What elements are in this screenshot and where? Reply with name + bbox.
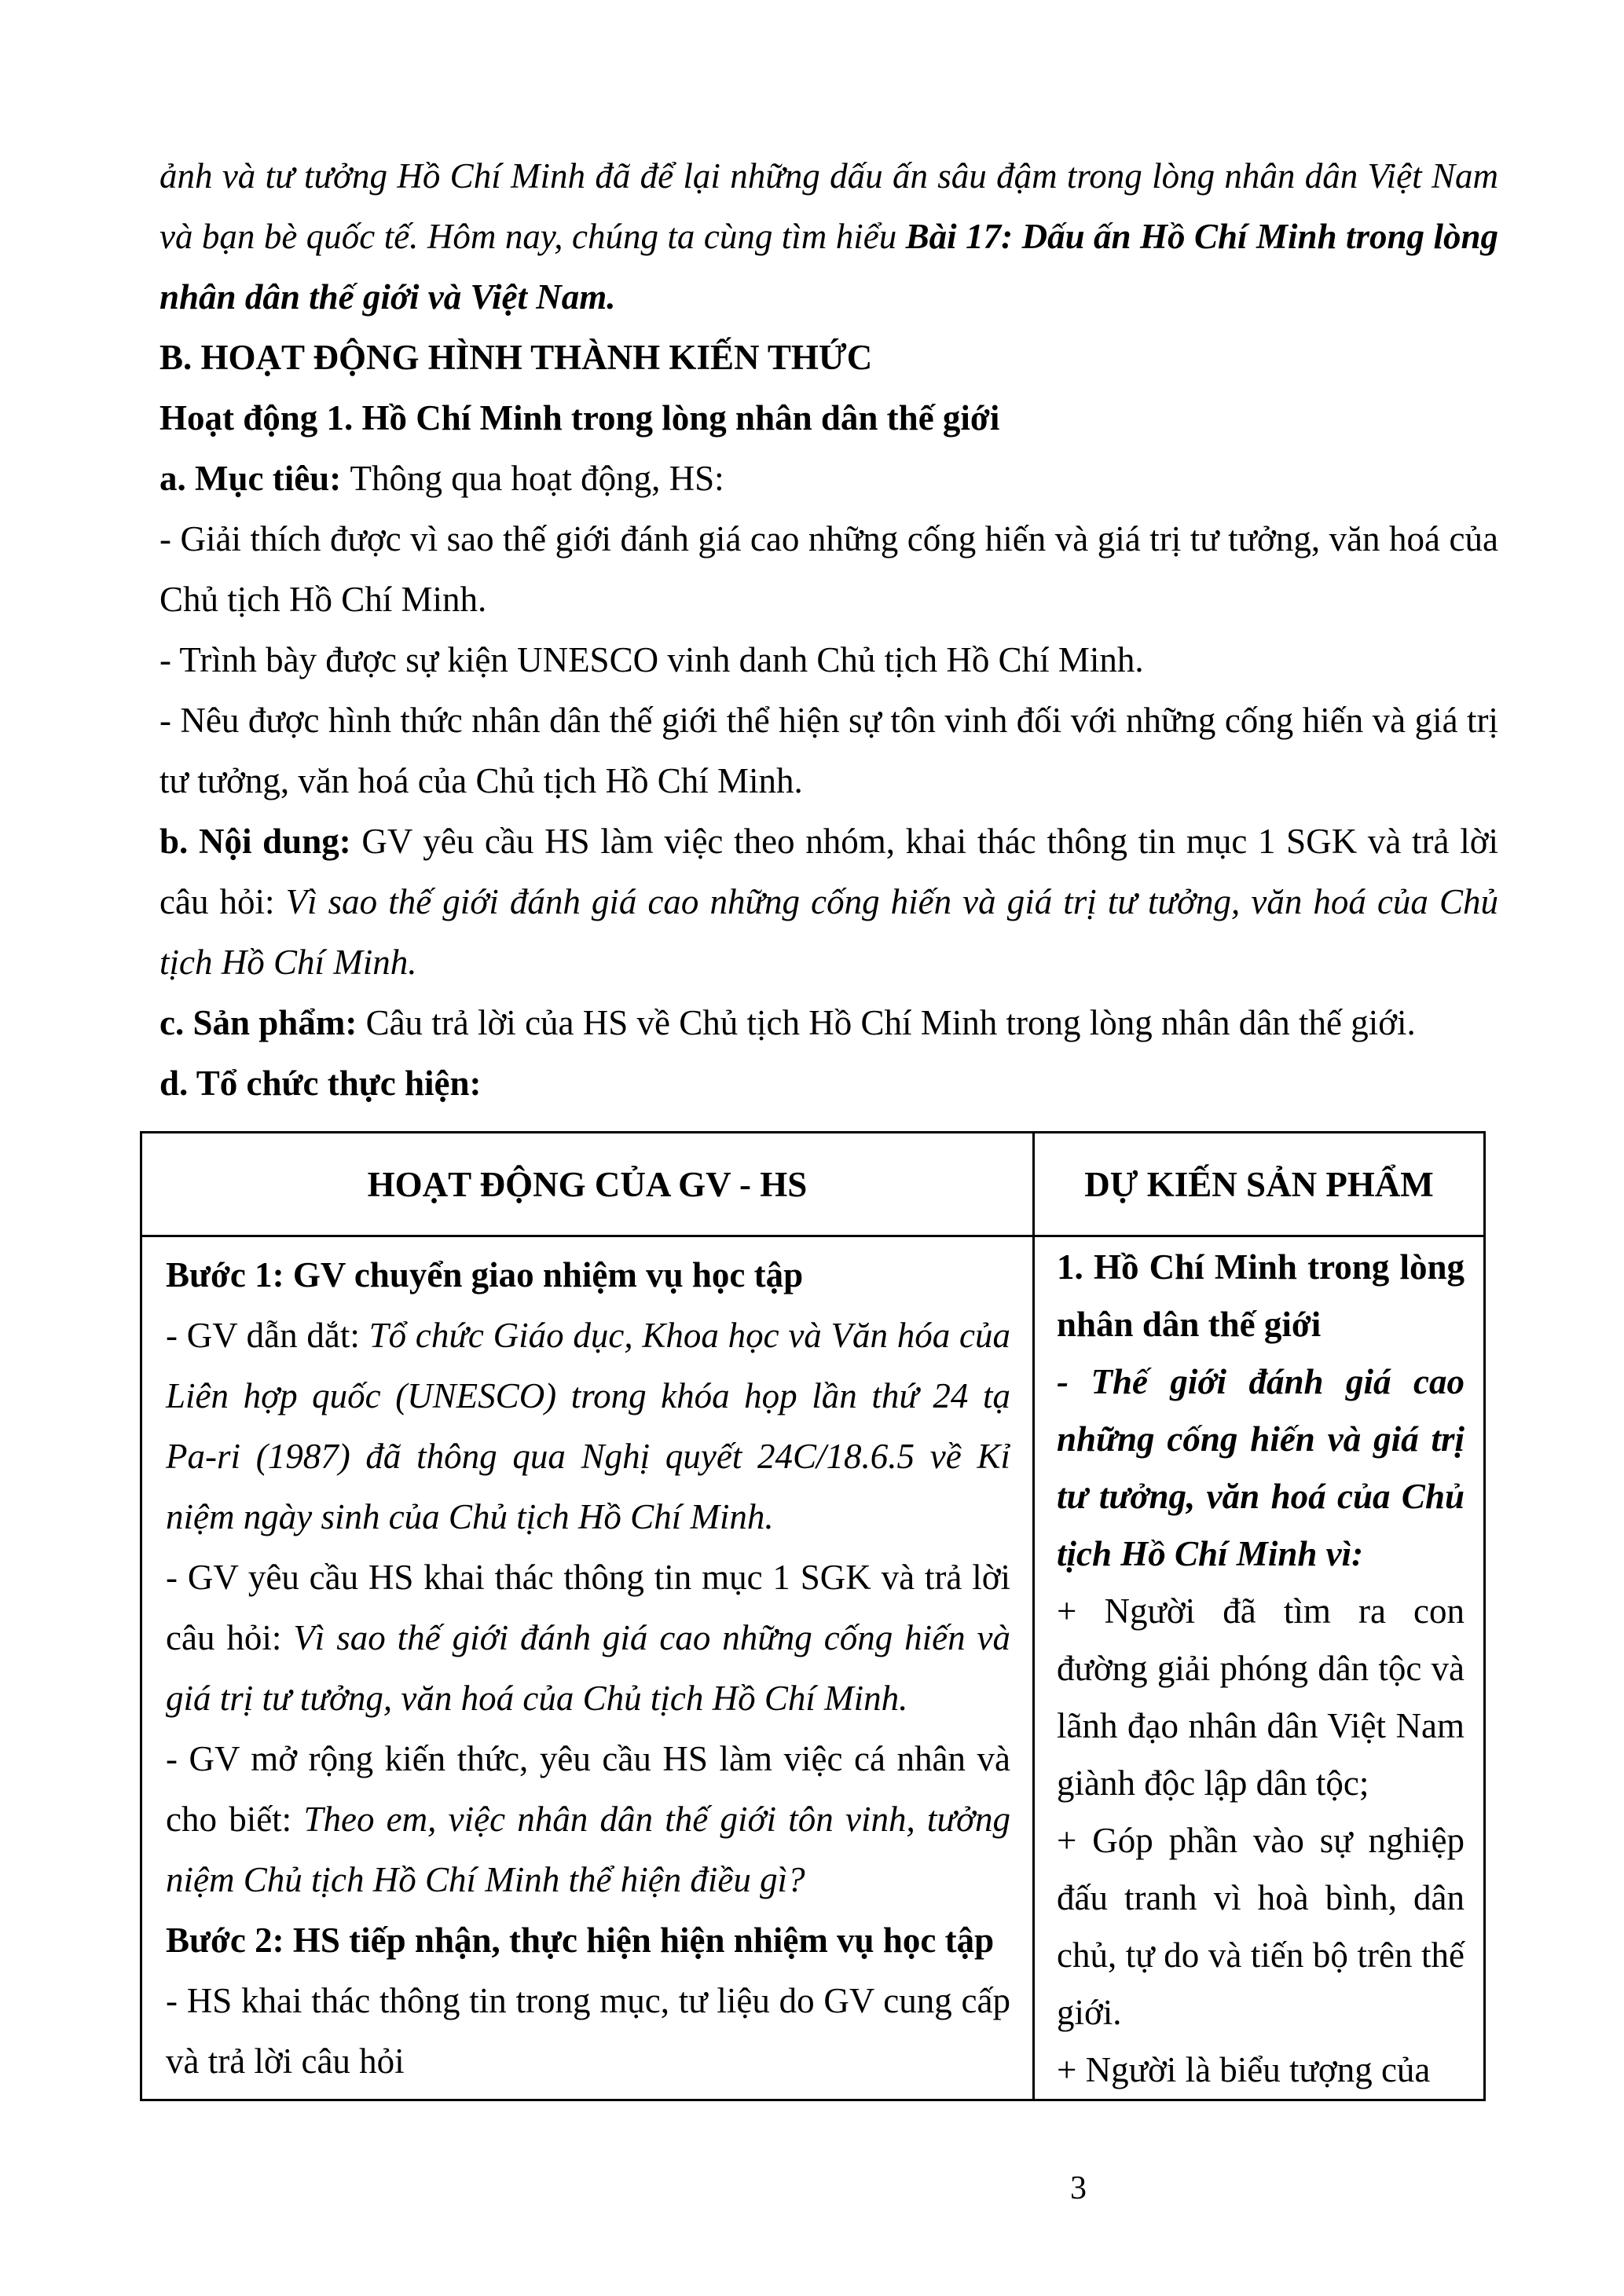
san-pham-text: Câu trả lời của HS về Chủ tịch Hồ Chí Minh trong lòng nhân dân thế giới. [365,1003,1416,1042]
noi-dung-label: b. Nội dung: [159,822,362,861]
paragraph-to-chuc: d. Tổ chức thực hiện: [159,1064,482,1103]
page-number: 3 [1070,2170,1087,2206]
step2-item: - HS khai thác thông tin trong mục, tư liệu do GV cung cấp và trả lời câu hỏi [166,1981,1010,2081]
objective-item-3: - Nêu được hình thức nhân dân thế giới thể hiện sự tôn vinh đối với những cống hiến và giá trị tư tưởng, văn hoá của Chủ tịch Hồ Chí Minh. [159,701,1498,800]
table-body-row [141,1236,1485,2100]
san-pham-label: c. Sản phẩm: [159,1003,366,1042]
paragraph-gv-task-1 [166,1547,1010,1729]
lesson-plan-table [140,1131,1486,2101]
noi-dung-text: GV yêu cầu HS làm việc theo nhóm, khai thác thông tin mục 1 SGK và trả lời câu hỏi: [159,822,1498,921]
objective-item-1: - Giải thích được vì sao thế giới đánh giá cao những cống hiến và giá trị tư tưởng, văn hoá của Chủ tịch Hồ Chí Minh. [159,519,1498,619]
du-kien-point-1: + Người đã tìm ra con đường giải phóng dân tộc và lãnh đạo nhân dân Việt Nam giành độc lập dân tộc; [1057,1591,1465,1803]
gv-dan-dat-quote: Tổ chức Giáo dục, Khoa học và Văn hóa của Liên hợp quốc (UNESCO) trong khóa họp lần thứ 24 tạ Pa-ri (1987) đã thông qua Nghị quyết 24C/18.6.5 về Kỉ niệm ngày sinh của Chủ tịch Hồ Chí Minh. [166,1316,1010,1536]
table-cell-du-kien [1034,1236,1485,2100]
du-kien-point-2: + Góp phần vào sự nghiệp đấu tranh vì hoà bình, dân chủ, tự do và tiến bộ trên thế giới. [1057,1821,1465,2032]
paragraph-san-pham [159,993,1498,1053]
muc-tieu-label: a. Mục tiêu: [159,459,350,498]
du-kien-reason-intro: - Thế giới đánh giá cao những cống hiến và giá trị tư tưởng, văn hoá của Chủ tịch Hồ Chí Minh vì: [1057,1362,1465,1573]
du-kien-heading: 1. Hồ Chí Minh trong lòng nhân dân thế giới [1057,1247,1465,1344]
muc-tieu-text: Thông qua hoạt động, HS: [350,459,724,498]
du-kien-point-3: + Người là biểu tượng của [1057,2050,1431,2089]
gv-dan-dat-label: - GV dẫn dắt: [166,1316,369,1355]
heading-section-b: B. HOẠT ĐỘNG HÌNH THÀNH KIẾN THỨC [159,338,873,377]
paragraph-noi-dung [159,811,1498,993]
gv-task-2-label: - GV mở rộng kiến thức, yêu cầu HS làm việc cá nhân và cho biết: [166,1739,1010,1839]
step2-heading: Bước 2: HS tiếp nhận, thực hiện hiện nhiệm vụ học tập [166,1921,995,1960]
table-header-row [141,1133,1485,1236]
table-header-gv-hs: HOẠT ĐỘNG CỦA GV - HS [141,1133,1034,1236]
lesson-title: Bài 17: Dấu ấn Hồ Chí Minh trong lòng nhân dân thế giới và Việt Nam. [159,217,1498,317]
paragraph-muc-tieu [159,449,1498,509]
table-cell-gv-hs [141,1236,1034,2100]
paragraph-gv-task-2 [166,1729,1010,1910]
gv-task-2-question: Theo em, việc nhân dân thế giới tôn vinh, tưởng niệm Chủ tịch Hồ Chí Minh thể hiện điều gì? [166,1800,1010,1899]
intro-continuation-text: ảnh và tư tưởng Hồ Chí Minh đã để lại những dấu ấn sâu đậm trong lòng nhân dân Việt Nam và bạn bè quốc tế. Hôm nay, chúng ta cùng tìm hiểu [159,156,1498,256]
document-body [159,146,1498,2101]
objective-item-2: - Trình bày được sự kiện UNESCO vinh danh Chủ tịch Hồ Chí Minh. [159,640,1144,679]
paragraph-intro [159,146,1498,328]
table-header-du-kien: DỰ KIẾN SẢN PHẨM [1034,1133,1485,1236]
noi-dung-question: Vì sao thế giới đánh giá cao những cống hiến và giá trị tư tưởng, văn hoá của Chủ tịch Hồ Chí Minh. [159,882,1498,982]
gv-task-1-question: Vì sao thế giới đánh giá cao những cống hiến và giá trị tư tưởng, văn hoá của Chủ tịch Hồ Chí Minh. [166,1618,1010,1718]
gv-task-1-label: - GV yêu cầu HS khai thác thông tin mục 1 SGK và trả lời câu hỏi: [166,1558,1010,1657]
paragraph-gv-dan-dat [166,1305,1010,1547]
step1-heading: Bước 1: GV chuyển giao nhiệm vụ học tập [166,1255,804,1294]
heading-activity-1: Hoạt động 1. Hồ Chí Minh trong lòng nhân dân thế giới [159,398,1000,438]
